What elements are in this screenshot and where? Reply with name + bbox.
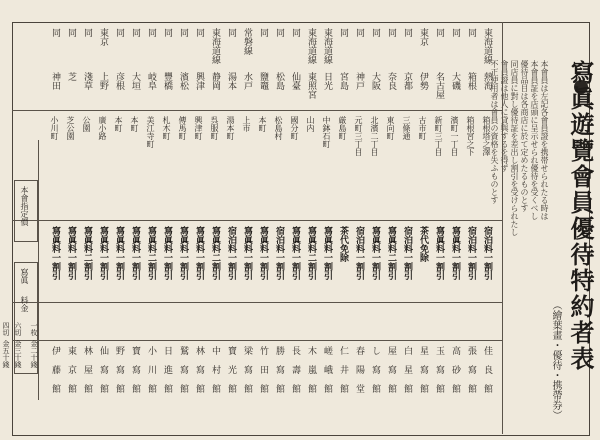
line-col-4: 同	[434, 28, 444, 37]
line-col-24: 同	[114, 28, 124, 37]
shop-8: し 寫 館	[370, 346, 380, 393]
address-15: 本町	[258, 116, 267, 132]
note-5: 會員證は他人に貸與するを得ず	[500, 60, 509, 172]
place-6: 京都	[402, 72, 412, 90]
line-col-6: 同	[402, 28, 412, 37]
price-3-amount: 金五十錢	[2, 340, 10, 368]
offer-13: 寫眞料一割引	[290, 226, 300, 280]
address-8: 北濱二丁目	[370, 116, 379, 156]
line-col-27: 同	[66, 28, 76, 37]
offer-8: 寫眞料一割引	[370, 226, 380, 280]
place-14: 松島	[274, 72, 284, 90]
price-1-size: 一枚	[30, 322, 38, 336]
divider-side	[38, 140, 39, 400]
offer-28: 寫眞料一割引	[50, 226, 60, 280]
place-12: 東照宮	[306, 72, 316, 99]
offer-22: 寫眞料二割引	[146, 226, 156, 280]
offer-15: 寫眞料一割引	[258, 226, 268, 280]
address-23: 本町	[130, 116, 139, 132]
side-label-price: 本會指定價	[20, 186, 29, 226]
offer-2: 宿泊料一割引	[466, 226, 476, 280]
address-24: 本町	[114, 116, 123, 132]
address-27: 芝公園	[66, 116, 75, 140]
line-col-26: 同	[82, 28, 92, 37]
place-27: 芝	[66, 72, 76, 81]
shop-12: 木 嵐 館	[306, 346, 316, 393]
address-1: 箱根塔之澤	[482, 116, 491, 156]
offer-14: 宿泊料一割引	[274, 226, 284, 280]
offer-1: 宿泊料一割引	[482, 226, 492, 280]
price-2-amount: 金三十錢	[14, 340, 22, 368]
offer-19: 寫眞料一割引	[194, 226, 204, 280]
side-label-photo: 寫眞	[20, 268, 29, 284]
address-6: 三條通	[402, 116, 411, 140]
place-8: 大阪	[370, 72, 380, 90]
note-2: 本會員証を店頭に呈示せられ優待を受くべし	[530, 60, 539, 220]
shop-11: 嵯 峨 館	[322, 346, 332, 393]
shop-13: 長 壽 館	[290, 346, 300, 393]
address-9: 元町三丁目	[354, 116, 363, 156]
place-17: 湯本	[226, 72, 236, 90]
place-23: 大垣	[130, 72, 140, 90]
shop-1: 佳 良 館	[482, 346, 492, 393]
place-13: 仙臺	[290, 72, 300, 90]
line-col-28: 同	[50, 28, 60, 37]
line-col-14: 同	[274, 28, 284, 37]
address-28: 小川町	[50, 116, 59, 140]
address-25: 廣小路	[98, 116, 107, 140]
offer-27: 寫眞料一割引	[66, 226, 76, 280]
line-col-18: 東海道線	[210, 28, 220, 64]
line-col-10: 同	[338, 28, 348, 37]
line-col-20: 同	[178, 28, 188, 37]
shop-3: 高 砂 館	[450, 346, 460, 393]
offer-17: 宿泊料一割引	[226, 226, 236, 280]
line-col-19: 同	[194, 28, 204, 37]
line-col-2: 同	[466, 28, 476, 37]
address-19: 興津町	[194, 116, 203, 140]
price-3-size: 四切	[2, 322, 10, 336]
shop-9: 春 陽 堂	[354, 346, 364, 393]
place-10: 宮島	[338, 72, 348, 90]
shop-24: 野 寫 館	[114, 346, 124, 393]
address-7: 東向町	[386, 116, 395, 140]
place-9: 神戸	[354, 72, 364, 90]
place-15: 鹽竈	[258, 72, 268, 90]
page-title: 寫眞遊覽會員優待特約者表	[566, 60, 595, 372]
address-2: 箱根宮之下	[466, 116, 475, 156]
line-col-7: 同	[386, 28, 396, 37]
line-col-12: 東海道線	[306, 28, 316, 64]
line-col-13: 同	[290, 28, 300, 37]
shop-10: 仁 井 館	[338, 346, 348, 393]
line-col-9: 同	[354, 28, 364, 37]
address-18: 呉服町	[210, 116, 219, 140]
place-4: 名古屋	[434, 72, 444, 99]
line-col-16: 常磐線	[242, 28, 252, 55]
line-col-11: 東海道線	[322, 28, 332, 64]
shop-14: 勝 寫 館	[274, 346, 284, 393]
offer-7: 寫眞料二割引	[386, 226, 396, 280]
offer-23: 寫眞料一割引	[130, 226, 140, 280]
place-26: 淺草	[82, 72, 92, 90]
place-11: 日光	[322, 72, 332, 90]
line-col-25: 東京	[98, 28, 108, 46]
offer-4: 寫眞料一割引	[434, 226, 444, 280]
address-17: 湯本町	[226, 116, 235, 140]
note-1: 本會員は左記各會員證を携帯せられたる時は	[540, 60, 549, 220]
place-21: 豐橋	[162, 72, 172, 90]
offer-10: 茶代免除	[338, 226, 348, 262]
note-6: 不正使用者は會員の資格を失ふものとす	[490, 60, 499, 204]
price-1-amount: 金二十錢	[30, 340, 38, 368]
shop-4: 玉 寫 館	[434, 346, 444, 393]
address-12: 山内	[306, 116, 315, 132]
shop-21: 日 進 館	[162, 346, 172, 393]
shop-5: 星 寫 館	[418, 346, 428, 393]
line-col-5: 東京	[418, 28, 428, 46]
offer-18: 寫眞料二割引	[210, 226, 220, 280]
address-13: 國分町	[290, 116, 299, 140]
offer-24: 寫眞料一割引	[114, 226, 124, 280]
offer-20: 寫眞料一割引	[178, 226, 188, 280]
offer-21: 寫眞料一割引	[162, 226, 172, 280]
offer-25: 寫眞料一割引	[98, 226, 108, 280]
line-col-23: 同	[130, 28, 140, 37]
shop-2: 張 寫 館	[466, 346, 476, 393]
offer-12: 寫眞料二割引	[306, 226, 316, 280]
place-3: 大磯	[450, 72, 460, 90]
address-10: 厳島町	[338, 116, 347, 140]
shop-22: 小 川 館	[146, 346, 156, 393]
shop-20: 鷲 寫 館	[178, 346, 188, 393]
place-18: 静岡	[210, 72, 220, 90]
line-col-21: 同	[162, 28, 172, 37]
shop-27: 東 京 館	[66, 346, 76, 393]
line-col-3: 同	[450, 28, 460, 37]
address-11: 中鉢石町	[322, 116, 331, 148]
offer-26: 寫眞料二割引	[82, 226, 92, 280]
page-subtitle: （繪葉畫・優待・携帶券）	[550, 300, 561, 420]
place-24: 彦根	[114, 72, 124, 90]
place-5: 伊勢	[418, 72, 428, 90]
offer-11: 寫眞料一割引	[322, 226, 332, 280]
side-label-fee: 料金	[20, 296, 29, 312]
place-20: 濱松	[178, 72, 188, 90]
place-1: 熱海	[482, 72, 492, 90]
shop-26: 林 屋 館	[82, 346, 92, 393]
address-16: 上市	[242, 116, 251, 132]
rule-mid-1	[12, 220, 502, 221]
shop-19: 林 寫 館	[194, 346, 204, 393]
note-4: 同店員に對し優待証を差出し割引を受けられたし	[510, 60, 519, 236]
line-col-15: 同	[258, 28, 268, 37]
shop-17: 寶 光 館	[226, 346, 236, 393]
address-14: 松島村	[274, 116, 283, 140]
offer-6: 宿泊料一割引	[402, 226, 412, 280]
shop-7: 屋 寫 館	[386, 346, 396, 393]
rule-mid-2	[12, 302, 502, 303]
place-16: 水戸	[242, 72, 252, 90]
price-2-size: 六切	[14, 322, 22, 336]
offer-9: 宿泊料一割引	[354, 226, 364, 280]
shop-15: 竹 田 館	[258, 346, 268, 393]
address-3: 濱町一丁目	[450, 116, 459, 156]
line-col-22: 同	[146, 28, 156, 37]
address-20: 傳馬町	[178, 116, 187, 140]
shop-28: 伊 藤 館	[50, 346, 60, 393]
line-col-1: 東海道線	[482, 28, 492, 64]
address-26: 公園	[82, 116, 91, 132]
rule-mid-3	[12, 340, 502, 341]
shop-6: 白 星 館	[402, 346, 412, 393]
shop-25: 仙 寫 館	[98, 346, 108, 393]
shop-18: 中 村 館	[210, 346, 220, 393]
shop-23: 寶 寫 館	[130, 346, 140, 393]
place-28: 神田	[50, 72, 60, 90]
place-7: 奈良	[386, 72, 396, 90]
line-col-17: 同	[226, 28, 236, 37]
offer-5: 茶代免除	[418, 226, 428, 262]
note-3: 優待品目は各商店に於て定めたるものとす	[520, 60, 529, 212]
address-22: 美江寺町	[146, 116, 155, 148]
place-19: 興津	[194, 72, 204, 90]
shop-16: 梁 寫 館	[242, 346, 252, 393]
address-4: 新町三丁目	[434, 116, 443, 156]
line-col-8: 同	[370, 28, 380, 37]
divider-title	[502, 22, 503, 434]
place-2: 箱根	[466, 72, 476, 90]
offer-3: 寫眞料一割引	[450, 226, 460, 280]
offer-16: 寫眞料一割引	[242, 226, 252, 280]
address-5: 古市町	[418, 116, 427, 140]
rule-top	[12, 110, 502, 111]
place-22: 岐阜	[146, 72, 156, 90]
address-21: 札木町	[162, 116, 171, 140]
place-25: 上野	[98, 72, 108, 90]
